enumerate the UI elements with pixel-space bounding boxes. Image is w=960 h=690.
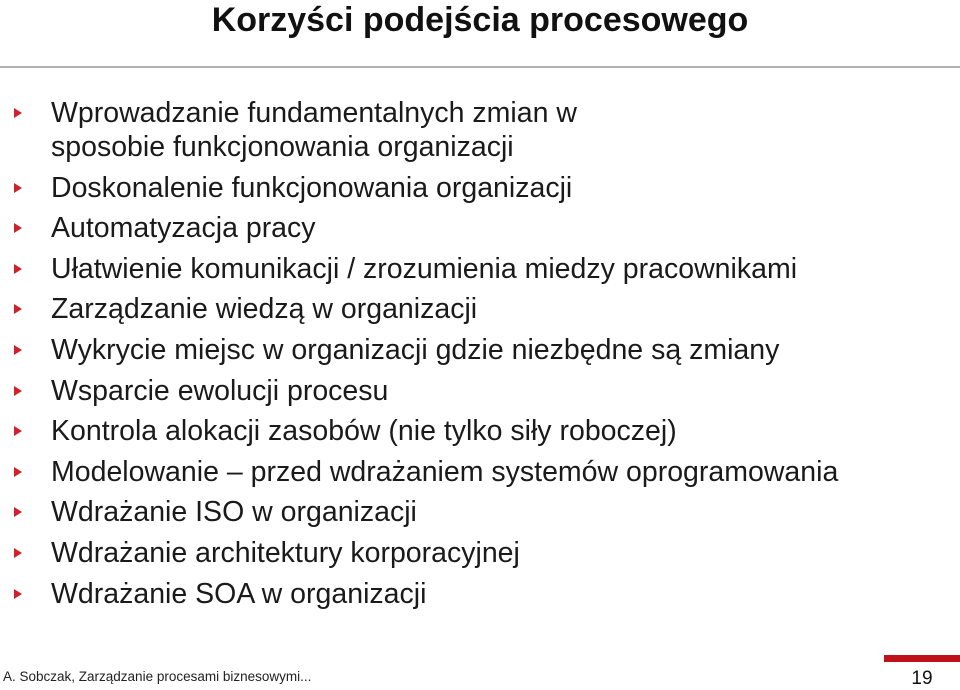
bullet-item bbox=[14, 211, 944, 245]
bullet-text: Wdrażanie architektury korporacyjnej bbox=[51, 536, 520, 569]
bullet-text: Wprowadzanie fundamentalnych zmian w sposobie funkcjonowania organizacji bbox=[51, 97, 577, 163]
triangle-bullet-icon bbox=[14, 589, 22, 599]
footer-citation: A. Sobczak, Zarządzanie procesami biznesowymi... bbox=[3, 669, 312, 684]
page-number: 19 bbox=[911, 668, 933, 689]
bullet-text: Modelowanie – przed wdrażaniem systemów oprogramowania bbox=[51, 455, 839, 488]
triangle-bullet-icon bbox=[14, 345, 22, 355]
triangle-bullet-icon bbox=[14, 426, 22, 436]
slide-title: Korzyści podejścia procesowego bbox=[211, 1, 749, 39]
bullet-item bbox=[14, 536, 944, 570]
triangle-bullet-icon bbox=[14, 304, 22, 314]
bullet-item bbox=[14, 292, 944, 326]
triangle-bullet-icon bbox=[14, 183, 22, 193]
bullet-item bbox=[14, 577, 944, 611]
bullet-item bbox=[14, 171, 944, 205]
bullet-item bbox=[14, 333, 944, 367]
triangle-bullet-icon bbox=[14, 386, 22, 396]
bullet-text: Zarządzanie wiedzą w organizacji bbox=[51, 293, 478, 326]
accent-bar bbox=[884, 655, 960, 662]
bullet-text: Wsparcie ewolucji procesu bbox=[51, 374, 389, 407]
bullet-item bbox=[14, 374, 944, 408]
triangle-bullet-icon bbox=[14, 467, 22, 477]
bullet-text: Ułatwienie komunikacji / zrozumienia miedzy pracownikami bbox=[51, 252, 798, 285]
bullet-text: Automatyzacja pracy bbox=[51, 212, 316, 245]
bullet-item bbox=[14, 455, 944, 489]
triangle-bullet-icon bbox=[14, 223, 22, 233]
bullet-text: Doskonalenie funkcjonowania organizacji bbox=[51, 171, 573, 204]
bullet-item bbox=[14, 414, 944, 448]
bullet-text: Wdrażanie SOA w organizacji bbox=[51, 577, 427, 610]
bullet-list bbox=[14, 96, 944, 617]
triangle-bullet-icon bbox=[14, 548, 22, 558]
title-divider bbox=[0, 66, 960, 68]
triangle-bullet-icon bbox=[14, 507, 22, 517]
bullet-item bbox=[14, 96, 651, 164]
bullet-item bbox=[14, 495, 944, 529]
bullet-text: Wykrycie miejsc w organizacji gdzie niezbędne są zmiany bbox=[51, 333, 780, 366]
bullet-text: Kontrola alokacji zasobów (nie tylko siły roboczej) bbox=[51, 415, 677, 448]
triangle-bullet-icon bbox=[14, 264, 22, 274]
triangle-bullet-icon bbox=[14, 108, 22, 118]
bullet-item bbox=[14, 252, 944, 286]
bullet-text: Wdrażanie ISO w organizacji bbox=[51, 496, 417, 529]
